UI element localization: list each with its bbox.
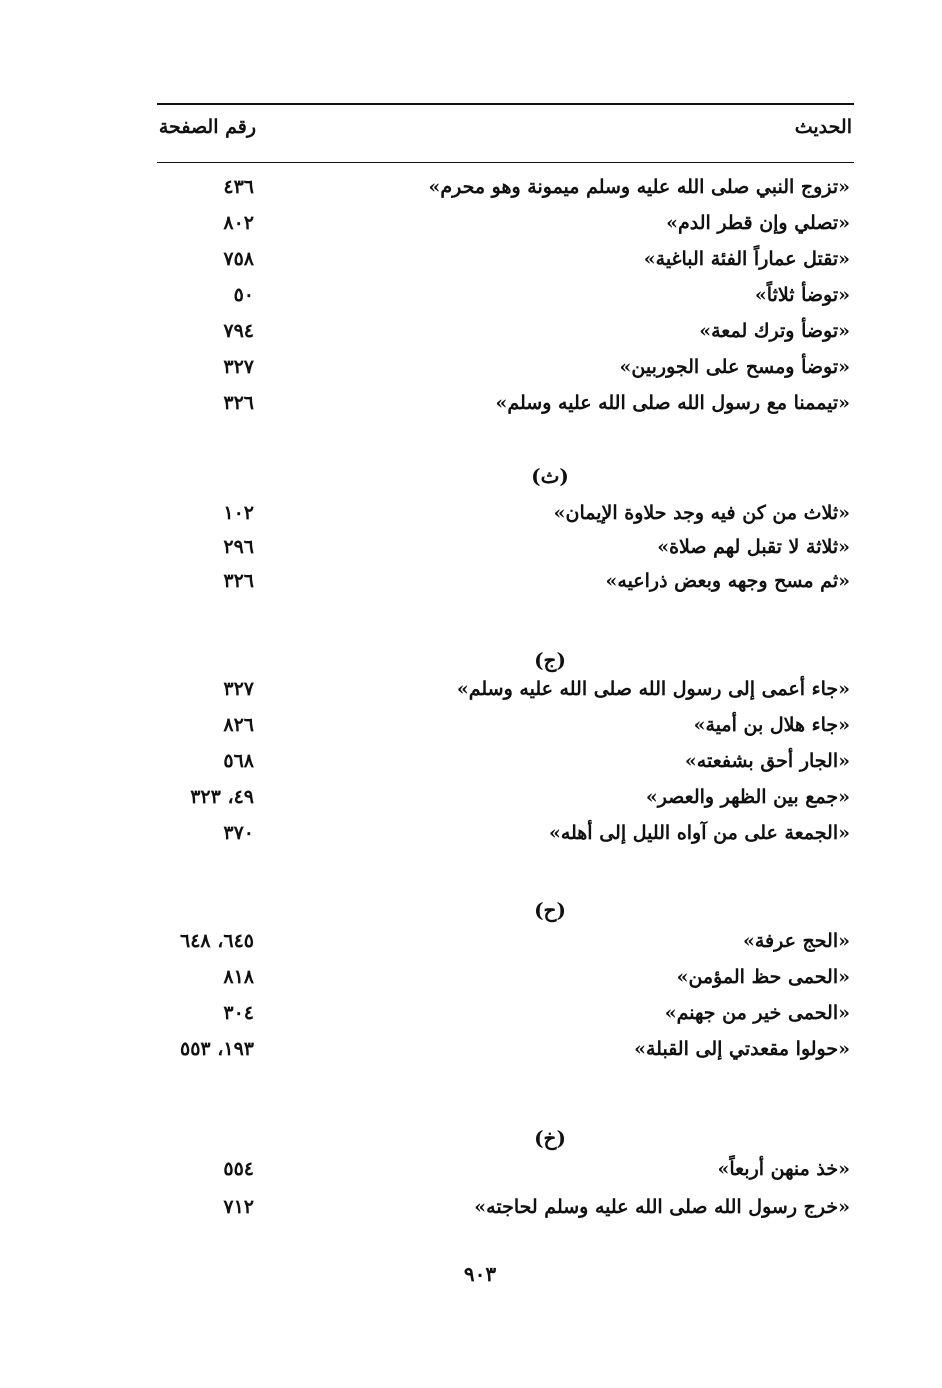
hadith-text: «ثم مسح وجهه وبعض ذراعيه» <box>605 570 850 592</box>
hadith-text: «توضأ ثلاثاً» <box>754 284 850 306</box>
page-ref: ٤٣٦ <box>223 176 254 198</box>
page-ref: ٣٢٦ <box>223 570 254 592</box>
hadith-text: «ثلاثة لا تقبل لهم صلاة» <box>657 536 850 558</box>
page-ref: ٧٩٤ <box>223 320 254 342</box>
hadith-text: «الجمعة على من آواه الليل إلى أهله» <box>548 822 850 844</box>
page-ref: ٣٢٦ <box>223 392 254 414</box>
page-ref: ٣٠٤ <box>223 1002 254 1024</box>
index-entry <box>157 1034 854 1068</box>
hadith-text: «ثلاث من كن فيه وجد حلاوة الإيمان» <box>553 502 850 524</box>
index-entry <box>157 316 854 350</box>
section-letter-ha: (ح) <box>534 898 566 922</box>
index-entry <box>157 208 854 242</box>
hadith-text: «الحج عرفة» <box>742 930 850 952</box>
index-entry <box>157 962 854 996</box>
page-ref: ٨١٨ <box>223 966 254 988</box>
column-header-hadith: الحديث <box>794 116 852 138</box>
hadith-text: «الحمى حظ المؤمن» <box>676 966 850 988</box>
page-ref: ١٠٢ <box>223 502 254 524</box>
page-ref: ٦٤٥، ٦٤٨ <box>180 930 254 952</box>
page-ref: ٥٦٨ <box>223 750 254 772</box>
section-letter-jim: (ج) <box>534 648 566 672</box>
header-rule <box>157 162 854 163</box>
index-entry <box>157 710 854 744</box>
index-entry <box>157 998 854 1032</box>
index-entry <box>157 782 854 816</box>
index-entry <box>157 532 854 566</box>
page-ref: ٣٢٧ <box>223 678 254 700</box>
index-entry <box>157 388 854 422</box>
page-ref: ٢٩٦ <box>223 536 254 558</box>
hadith-text: «توضأ ومسح على الجوربين» <box>619 356 850 378</box>
index-entry <box>157 1154 854 1188</box>
hadith-text: «خذ منهن أربعاً» <box>717 1158 850 1180</box>
top-rule <box>157 103 854 105</box>
page-ref: ٤٩، ٣٢٣ <box>190 786 254 808</box>
hadith-text: «الحمى خير من جهنم» <box>664 1002 850 1024</box>
hadith-text: «تصلي وإن قطر الدم» <box>666 212 850 234</box>
hadith-text: «تقتل عماراً الفئة الباغية» <box>643 248 850 270</box>
index-entry <box>157 818 854 852</box>
index-entry <box>157 244 854 278</box>
hadith-text: «حولوا مقعدتي إلى القبلة» <box>634 1038 850 1060</box>
index-entry <box>157 926 854 960</box>
hadith-text: «تيممنا مع رسول الله صلى الله عليه وسلم» <box>495 392 850 414</box>
index-entry <box>157 674 854 708</box>
hadith-text: «جمع بين الظهر والعصر» <box>645 786 850 808</box>
page-number: ٩٠٣ <box>463 1262 497 1286</box>
index-entry <box>157 172 854 206</box>
page-ref: ٣٧٠ <box>223 822 254 844</box>
section-letter-kha: (خ) <box>534 1126 566 1150</box>
index-entry <box>157 352 854 386</box>
page-ref: ٥٥٤ <box>223 1158 254 1180</box>
index-entry <box>157 498 854 532</box>
hadith-text: «الجار أحق بشفعته» <box>684 750 850 772</box>
page-ref: ٣٢٧ <box>223 356 254 378</box>
page-ref: ٧٥٨ <box>223 248 254 270</box>
column-header-page-number: رقم الصفحة <box>158 116 256 138</box>
page-ref: ٥٠ <box>233 284 254 306</box>
hadith-text: «تزوج النبي صلى الله عليه وسلم ميمونة وهو محرم» <box>428 176 850 198</box>
page-ref: ١٩٣، ٥٥٣ <box>180 1038 254 1060</box>
section-letter-tha: (ث) <box>531 464 569 488</box>
index-entry <box>157 746 854 780</box>
hadith-text: «خرج رسول الله صلى الله عليه وسلم لحاجته» <box>474 1196 850 1218</box>
index-entry <box>157 566 854 600</box>
page-ref: ٨٢٦ <box>223 714 254 736</box>
hadith-text: «توضأ وترك لمعة» <box>699 320 850 342</box>
page-ref: ٨٠٢ <box>223 212 254 234</box>
index-entry <box>157 1192 854 1226</box>
index-entry <box>157 280 854 314</box>
hadith-text: «جاء أعمى إلى رسول الله صلى الله عليه وسلم» <box>456 678 850 700</box>
page-ref: ٧١٢ <box>223 1196 254 1218</box>
hadith-text: «جاء هلال بن أمية» <box>693 714 850 736</box>
